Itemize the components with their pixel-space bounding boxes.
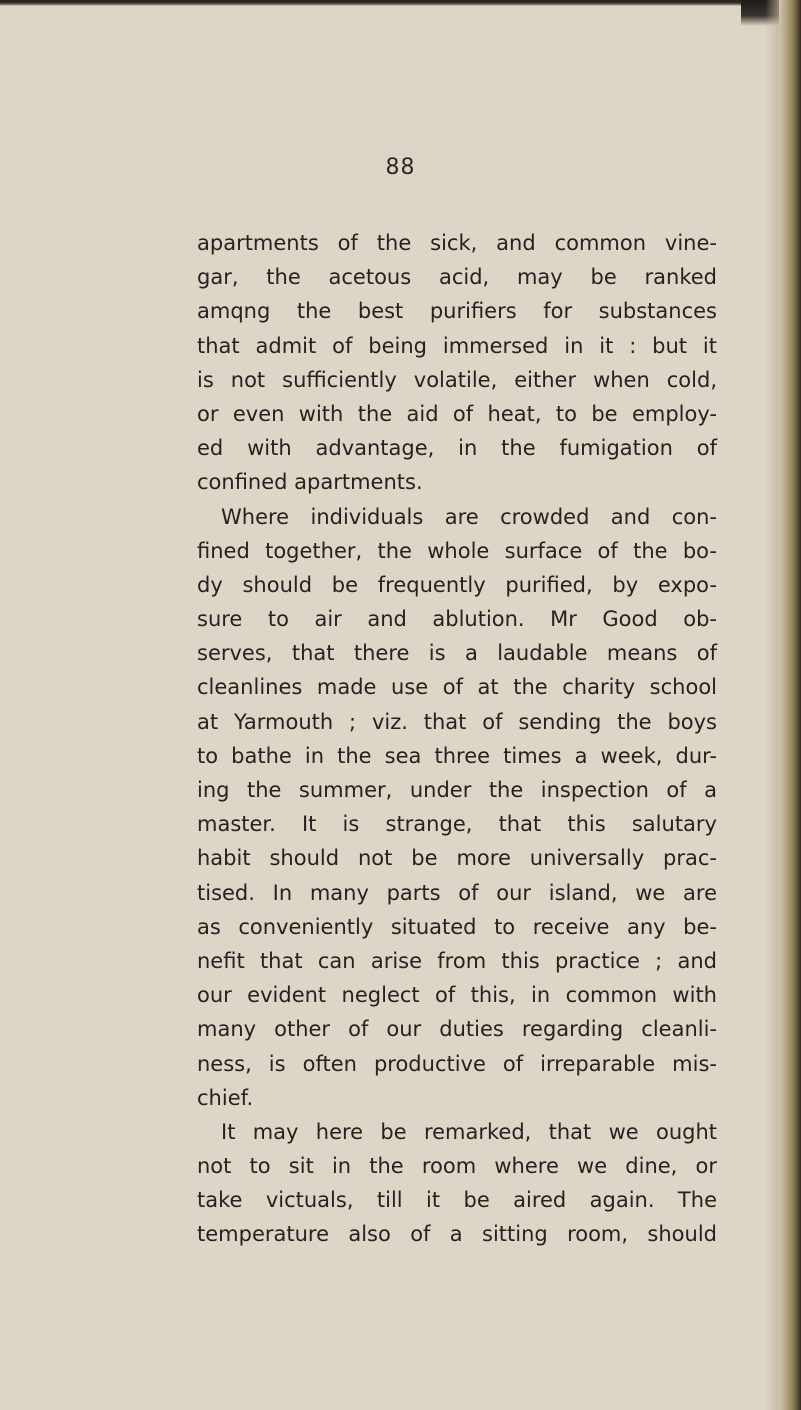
text-line: take victuals, till it be aired again. The bbox=[197, 1188, 717, 1213]
page-gutter-shade bbox=[765, 0, 779, 1410]
text-line: chief. bbox=[197, 1085, 254, 1110]
text-line: gar, the acetous acid, may be ranked bbox=[197, 265, 717, 290]
text-line: not to sit in the room where we dine, or bbox=[197, 1154, 717, 1179]
text-line: or even with the aid of heat, to be employ- bbox=[197, 401, 717, 426]
text-line: many other of our duties regarding cleanli- bbox=[197, 1017, 717, 1042]
page-number: 88 bbox=[385, 155, 416, 180]
text-line: master. It is strange, that this salutary bbox=[197, 812, 717, 837]
text-line: apartments of the sick, and common vine- bbox=[197, 231, 717, 255]
text-line: ed with advantage, in the fumigation of bbox=[197, 436, 717, 461]
text-line: serves, that there is a laudable means of bbox=[197, 641, 717, 666]
text-line: habit should not be more universally prac- bbox=[197, 846, 717, 871]
text-line: fined together, the whole surface of the bo- bbox=[197, 538, 717, 563]
text-line: temperature also of a sitting room, should bbox=[197, 1222, 717, 1247]
text-line: tised. In many parts of our island, we are bbox=[197, 880, 717, 905]
text-line: as conveniently situated to receive any be- bbox=[197, 914, 717, 939]
book-spine-edge bbox=[779, 0, 801, 1410]
text-line: our evident neglect of this, in common with bbox=[197, 983, 717, 1008]
text-line: that admit of being immersed in it : but it bbox=[197, 333, 717, 358]
text-line: is not sufficiently volatile, either when cold, bbox=[197, 367, 717, 392]
text-line: It may here be remarked, that we ought bbox=[221, 1119, 717, 1144]
body-text bbox=[197, 226, 717, 1252]
text-line: amqng the best purifiers for substances bbox=[197, 299, 717, 324]
text-line: ing the summer, under the inspection of a bbox=[197, 778, 717, 802]
text-line: ness, is often productive of irreparable mis- bbox=[197, 1051, 717, 1076]
text-line: Where individuals are crowded and con- bbox=[221, 504, 717, 529]
text-line: at Yarmouth ; viz. that of sending the boys bbox=[197, 709, 717, 734]
text-line: sure to air and ablution. Mr Good ob- bbox=[197, 607, 717, 632]
page-top-edge-shadow bbox=[0, 0, 801, 6]
text-line: confined apartments. bbox=[197, 470, 423, 495]
text-line: dy should be frequently purified, by expo- bbox=[197, 572, 717, 597]
text-line: to bathe in the sea three times a week, dur- bbox=[197, 743, 717, 768]
text-line: cleanlines made use of at the charity school bbox=[197, 675, 717, 700]
text-line: nefit that can arise from this practice ; and bbox=[197, 948, 717, 973]
